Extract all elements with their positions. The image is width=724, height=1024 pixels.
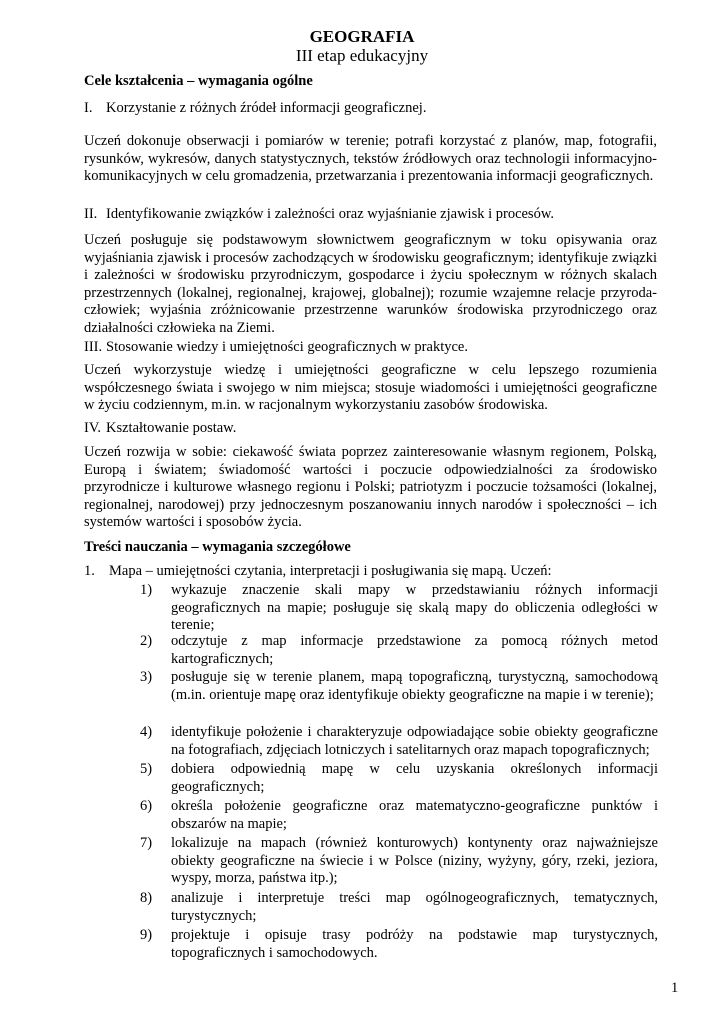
goal-description: Uczeń dokonuje obserwacji i pomiarów w terenie; potrafi korzystać z planów, map, fotografii, rysunków, wykresów, danych statystycznych, tekstów źródłowych oraz technologii informacyjno-komunikacyjnych w celu gromadzenia, przetwarzania i prezentowania informacji geograficznych. bbox=[84, 133, 657, 185]
list-item bbox=[140, 927, 658, 962]
list-item-number: 5) bbox=[140, 761, 153, 777]
section-title: Mapa – umiejętności czytania, interpretacji i posługiwania się mapą. Uczeń: bbox=[109, 563, 552, 579]
list-item-text: odczytuje z map informacje przedstawione za pomocą różnych metod kartograficznych; bbox=[171, 633, 658, 667]
list-item bbox=[140, 633, 658, 668]
list-item bbox=[140, 798, 658, 833]
list-item-number: 9) bbox=[140, 927, 153, 943]
content-section-heading bbox=[84, 563, 664, 580]
list-item-text: dobiera odpowiednią mapę w celu uzyskania określonych informacji geograficznych; bbox=[171, 761, 658, 795]
list-item-number: 7) bbox=[140, 835, 153, 851]
list-item bbox=[140, 835, 658, 888]
list-item-number: 6) bbox=[140, 798, 153, 814]
list-item-number: 8) bbox=[140, 890, 153, 906]
goal-description: Uczeń posługuje się podstawowym słownictwem geograficznym w toku opisywania oraz wyjaśniania zjawisk i procesów zachodzących w środowisku geograficznym; identyfikuje związki i zależności w środowisku przyrodniczym, gospodarce i życiu społecznym w różnych skalach przestrzennych (lokalnej, regionalnej, krajowej, globalnej); rozumie wzajemne relacje przyroda-człowiek; wyjaśnia zróżnicowanie przestrzenne warunków środowiska przyrodniczego oraz działalności człowieka na Ziemi. bbox=[84, 232, 657, 336]
goal-title: Identyfikowanie związków i zależności oraz wyjaśnianie zjawisk i procesów. bbox=[106, 206, 554, 222]
goal-number: IV. bbox=[84, 420, 102, 436]
list-item-text: identyfikuje położenie i charakteryzuje odpowiadające sobie obiekty geograficzne na fotografiach, zdjęciach lotniczych i satelitarnych oraz mapach topograficznych; bbox=[171, 724, 658, 758]
list-item-number: 4) bbox=[140, 724, 153, 740]
list-item-number: 2) bbox=[140, 633, 153, 649]
goal-number: III. bbox=[84, 339, 103, 355]
list-item-text: projektuje i opisuje trasy podróży na podstawie map turystycznych, topograficznych i samochodowych. bbox=[171, 927, 658, 961]
goal-number: I. bbox=[84, 100, 93, 116]
list-item-text: określa położenie geograficzne oraz matematyczno-geograficzne punktów i obszarów na mapie; bbox=[171, 798, 658, 832]
page-title: GEOGRAFIA bbox=[309, 27, 415, 46]
list-item-text: lokalizuje na mapach (również konturowych) kontynenty oraz najważniejsze obiekty geograficzne na świecie i w Polsce (niziny, wyżyny, góry, rzeki, jeziora, wyspy, morza, państwa itp.); bbox=[171, 835, 658, 887]
list-item-text: analizuje i interpretuje treści map ogólnogeograficznych, tematycznych, turystycznych; bbox=[171, 890, 658, 924]
goal-description: Uczeń rozwija w sobie: ciekawość świata poprzez zainteresowanie własnym regionem, Polską, Europą i światem; świadomość wartości i poczucie odpowiedzialności za środowisko przyrodnicze i kulturowe własnego regionu i Polski; patriotyzm i poczucie tożsamości (lokalnej, regionalnej, narodowej) przy jednoczesnym poszanowaniu innych narodów i społeczności – ich systemów wartości i sposobów życia. bbox=[84, 444, 657, 531]
list-item-text: posługuje się w terenie planem, mapą topograficzną, turystyczną, samochodową (m.in. orientuje mapę oraz identyfikuje obiekty geograficzne na mapie i w terenie); bbox=[171, 669, 658, 703]
page-subtitle: III etap edukacyjny bbox=[295, 46, 429, 65]
list-item bbox=[140, 890, 658, 925]
list-item-text: wykazuje znaczenie skali mapy w przedstawianiu różnych informacji geograficznych na mapie; posługuje się skalą mapy do obliczenia odległości w terenie; bbox=[171, 582, 658, 634]
page-number: 1 bbox=[671, 980, 679, 996]
goal-title: Stosowanie wiedzy i umiejętności geograficznych w praktyce. bbox=[106, 339, 468, 355]
goal-description: Uczeń wykorzystuje wiedzę i umiejętności geograficzne w celu lepszego rozumienia współczesnego świata i swojego w nim miejsca; stosuje wiadomości i umiejętności geograficzne w życiu codziennym, m.in. w racjonalnym wykorzystaniu zasobów środowiska. bbox=[84, 362, 657, 414]
goal-heading bbox=[84, 339, 644, 356]
list-item bbox=[140, 669, 658, 704]
list-item bbox=[140, 724, 658, 759]
list-item-number: 3) bbox=[140, 669, 153, 685]
goal-heading bbox=[84, 100, 644, 117]
general-requirements-heading: Cele kształcenia – wymagania ogólne bbox=[84, 73, 313, 89]
goal-heading bbox=[84, 206, 644, 223]
list-item-number: 1) bbox=[140, 582, 153, 598]
list-item bbox=[140, 761, 658, 796]
section-number: 1. bbox=[84, 563, 95, 579]
detailed-requirements-heading: Treści nauczania – wymagania szczegółowe bbox=[84, 539, 351, 555]
goal-number: II. bbox=[84, 206, 98, 222]
goal-title: Korzystanie z różnych źródeł informacji geograficznej. bbox=[106, 100, 427, 116]
goal-title: Kształtowanie postaw. bbox=[106, 420, 237, 436]
list-item bbox=[140, 582, 658, 635]
goal-heading bbox=[84, 420, 644, 437]
